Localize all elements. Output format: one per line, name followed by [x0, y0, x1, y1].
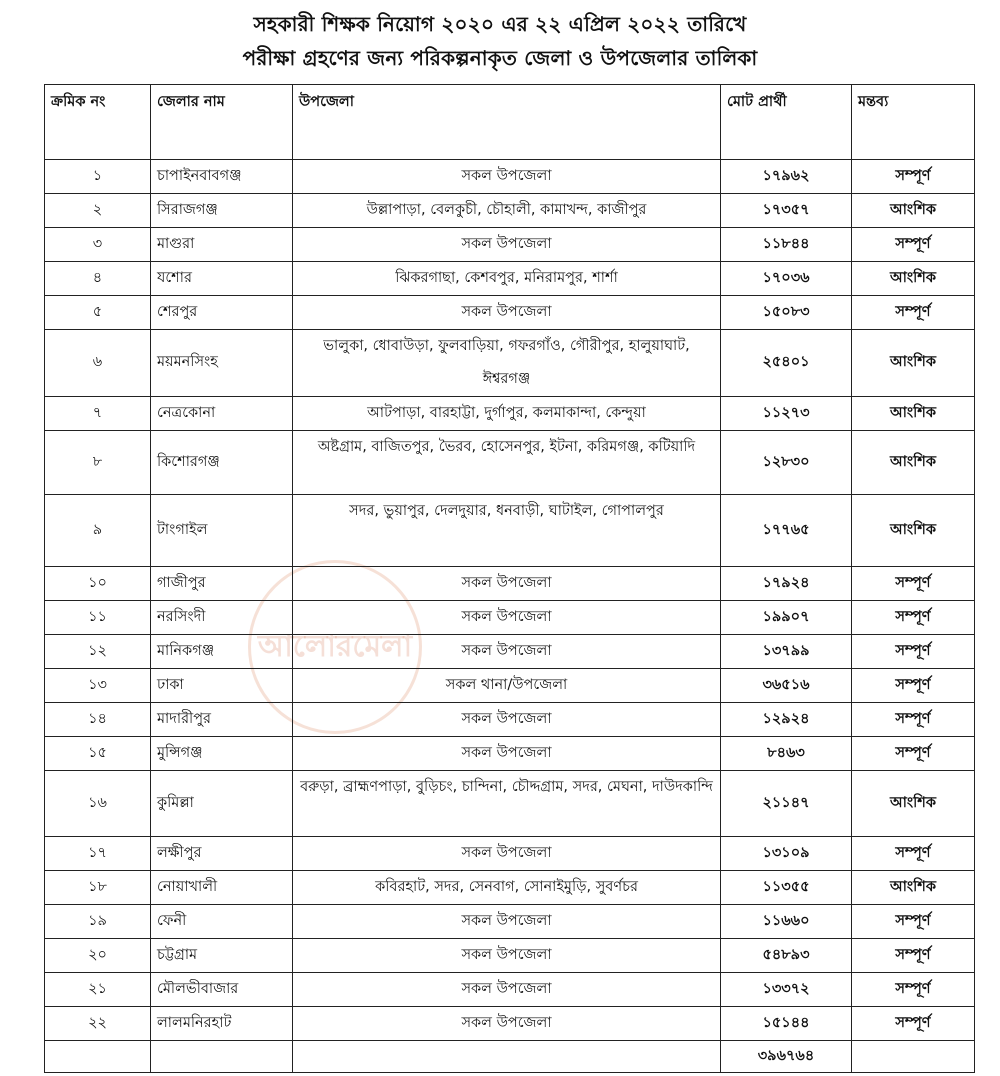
row-district: ফেনী [151, 905, 293, 939]
row-remark: সম্পূর্ণ [852, 703, 975, 737]
table-row [45, 939, 975, 973]
row-upazila: সকল উপজেলা [293, 703, 721, 737]
table-row [45, 973, 975, 1007]
row-serial: ১৯ [45, 905, 151, 939]
row-remark: সম্পূর্ণ [852, 228, 975, 262]
row-district: নোয়াখালী [151, 871, 293, 905]
table-row [45, 635, 975, 669]
row-remark: সম্পূর্ণ [852, 905, 975, 939]
table-row [45, 601, 975, 635]
row-serial: ৩ [45, 228, 151, 262]
header-serial: ক্রমিক নং [45, 85, 151, 160]
row-district: কিশোরগঞ্জ [151, 431, 293, 495]
table-row [45, 228, 975, 262]
row-upazila: সকল উপজেলা [293, 296, 721, 330]
row-district: কুমিল্লা [151, 771, 293, 837]
table-row [45, 194, 975, 228]
row-district: ঢাকা [151, 669, 293, 703]
row-remark: আংশিক [852, 194, 975, 228]
row-district: মাদারীপুর [151, 703, 293, 737]
row-district: মানিকগঞ্জ [151, 635, 293, 669]
row-total: ১৫১৪৪ [721, 1007, 852, 1041]
document-title-line1: সহকারী শিক্ষক নিয়োগ ২০২০ এর ২২ এপ্রিল ২০২২ তারিখে [253, 12, 747, 36]
table-row [45, 703, 975, 737]
total-empty-cell [45, 1041, 151, 1073]
row-total: ১৭০৩৬ [721, 262, 852, 296]
row-remark: আংশিক [852, 771, 975, 837]
row-upazila: সকল উপজেলা [293, 160, 721, 194]
row-upazila: সকল উপজেলা [293, 837, 721, 871]
row-total: ২৫৪০১ [721, 330, 852, 397]
table-row [45, 397, 975, 431]
row-district: নেত্রকোনা [151, 397, 293, 431]
row-serial: ১৪ [45, 703, 151, 737]
table-header-row [45, 85, 975, 160]
row-remark: আংশিক [852, 871, 975, 905]
header-total: মোট প্রার্থী [721, 85, 852, 160]
row-upazila: ঝিকরগাছা, কেশবপুর, মনিরামপুর, শার্শা [293, 262, 721, 296]
row-total: ১১৩৫৫ [721, 871, 852, 905]
row-district: লক্ষীপুর [151, 837, 293, 871]
table-row [45, 495, 975, 567]
row-serial: ৬ [45, 330, 151, 397]
row-district: ময়মনসিংহ [151, 330, 293, 397]
row-upazila: সকল উপজেলা [293, 601, 721, 635]
row-district: সিরাজগঞ্জ [151, 194, 293, 228]
row-district: গাজীপুর [151, 567, 293, 601]
table-row [45, 871, 975, 905]
row-serial: ১১ [45, 601, 151, 635]
row-district: যশোর [151, 262, 293, 296]
row-district: চাপাইনবাবগঞ্জ [151, 160, 293, 194]
row-serial: ৫ [45, 296, 151, 330]
row-upazila: সদর, ভুয়াপুর, দেলদুয়ার, ধনবাড়ী, ঘাটাইল, গোপালপুর [293, 495, 721, 567]
row-total: ১৭৯৬২ [721, 160, 852, 194]
row-total: ১৭৯২৪ [721, 567, 852, 601]
row-total: ১৩৭৯৯ [721, 635, 852, 669]
district-upazila-table [44, 84, 975, 1073]
row-total: ১১৮৪৪ [721, 228, 852, 262]
row-remark: সম্পূর্ণ [852, 296, 975, 330]
row-upazila: অষ্টগ্রাম, বাজিতপুর, ভৈরব, হোসেনপুর, ইটনা, করিমগঞ্জ, কটিয়াদি [293, 431, 721, 495]
table-row [45, 837, 975, 871]
row-remark: সম্পূর্ণ [852, 939, 975, 973]
document-title-line2: পরীক্ষা গ্রহণের জন্য পরিকল্পনাকৃত জেলা ও উপজেলার তালিকা [242, 46, 758, 70]
row-serial: ৭ [45, 397, 151, 431]
row-remark: আংশিক [852, 495, 975, 567]
row-remark: সম্পূর্ণ [852, 160, 975, 194]
row-upazila: উল্লাপাড়া, বেলকুচী, চৌহালী, কামাখন্দ, কাজীপুর [293, 194, 721, 228]
row-total: ১১২৭৩ [721, 397, 852, 431]
row-serial: ২০ [45, 939, 151, 973]
row-serial: ১০ [45, 567, 151, 601]
table-row [45, 771, 975, 837]
row-total: ৮৪৬৩ [721, 737, 852, 771]
row-remark: সম্পূর্ণ [852, 601, 975, 635]
table-row [45, 431, 975, 495]
grand-total: ৩৯৬৭৬৪ [721, 1041, 852, 1073]
table-row [45, 262, 975, 296]
header-upazila: উপজেলা [293, 85, 721, 160]
row-district: চট্টগ্রাম [151, 939, 293, 973]
row-serial: ১২ [45, 635, 151, 669]
table-row [45, 330, 975, 397]
total-row [45, 1041, 975, 1073]
row-serial: ১৮ [45, 871, 151, 905]
row-remark: সম্পূর্ণ [852, 973, 975, 1007]
row-remark: আংশিক [852, 431, 975, 495]
row-total: ১১৬৬০ [721, 905, 852, 939]
row-total: ২১১৪৭ [721, 771, 852, 837]
row-remark: আংশিক [852, 262, 975, 296]
row-district: টাংগাইল [151, 495, 293, 567]
row-remark: সম্পূর্ণ [852, 669, 975, 703]
total-empty-cell [151, 1041, 293, 1073]
row-district: শেরপুর [151, 296, 293, 330]
row-upazila: সকল উপজেলা [293, 1007, 721, 1041]
row-total: ১৭৩৫৭ [721, 194, 852, 228]
row-serial: ২ [45, 194, 151, 228]
row-district: নরসিংদী [151, 601, 293, 635]
row-remark: সম্পূর্ণ [852, 1007, 975, 1041]
row-total: ১২৮৩০ [721, 431, 852, 495]
row-remark: সম্পূর্ণ [852, 567, 975, 601]
row-upazila: কবিরহাট, সদর, সেনবাগ, সোনাইমুড়ি, সুবর্ণচর [293, 871, 721, 905]
row-remark: সম্পূর্ণ [852, 837, 975, 871]
row-total: ৩৬৫১৬ [721, 669, 852, 703]
row-serial: ১৭ [45, 837, 151, 871]
row-total: ১৩৩৭২ [721, 973, 852, 1007]
row-serial: ৪ [45, 262, 151, 296]
row-district: মৌলভীবাজার [151, 973, 293, 1007]
row-serial: ২১ [45, 973, 151, 1007]
row-district: মাগুরা [151, 228, 293, 262]
table-row [45, 567, 975, 601]
row-total: ১৫০৮৩ [721, 296, 852, 330]
row-district: মুন্সিগঞ্জ [151, 737, 293, 771]
row-upazila: আটপাড়া, বারহাট্টা, দুর্গাপুর, কলমাকান্দা, কেন্দুয়া [293, 397, 721, 431]
row-serial: ১৬ [45, 771, 151, 837]
total-empty-cell [852, 1041, 975, 1073]
row-serial: ৮ [45, 431, 151, 495]
row-upazila: সকল উপজেলা [293, 567, 721, 601]
row-serial: ১৩ [45, 669, 151, 703]
row-district: লালমনিরহাট [151, 1007, 293, 1041]
row-upazila: সকল উপজেলা [293, 737, 721, 771]
row-total: ১৯৯০৭ [721, 601, 852, 635]
row-remark: সম্পূর্ণ [852, 635, 975, 669]
watermark-text: আলোরমেলা [257, 628, 413, 664]
table-row [45, 1007, 975, 1041]
row-serial: ১ [45, 160, 151, 194]
header-district: জেলার নাম [151, 85, 293, 160]
header-remarks: মন্তব্য [852, 85, 975, 160]
row-remark: আংশিক [852, 397, 975, 431]
table-row [45, 296, 975, 330]
row-upazila: বরুড়া, ব্রাহ্মণপাড়া, বুড়িচং, চান্দিনা, চৌদ্দগ্রাম, সদর, মেঘনা, দাউদকান্দি [293, 771, 721, 837]
row-remark: সম্পূর্ণ [852, 737, 975, 771]
row-remark: আংশিক [852, 330, 975, 397]
row-upazila: ভালুকা, ধোবাউড়া, ফুলবাড়িয়া, গফরগাঁও, গৌরীপুর, হালুয়াঘাট, ঈশ্বরগঞ্জ [293, 330, 721, 397]
row-total: ৫৪৮৯৩ [721, 939, 852, 973]
table-row [45, 737, 975, 771]
row-total: ১৩১০৯ [721, 837, 852, 871]
table-row [45, 160, 975, 194]
row-upazila: সকল উপজেলা [293, 635, 721, 669]
row-serial: ৯ [45, 495, 151, 567]
row-upazila: সকল উপজেলা [293, 905, 721, 939]
row-upazila: সকল উপজেলা [293, 939, 721, 973]
table-row [45, 905, 975, 939]
row-total: ১৭৭৬৫ [721, 495, 852, 567]
row-serial: ২২ [45, 1007, 151, 1041]
table-row [45, 669, 975, 703]
row-upazila: সকল উপজেলা [293, 228, 721, 262]
row-upazila: সকল উপজেলা [293, 973, 721, 1007]
row-serial: ১৫ [45, 737, 151, 771]
row-upazila: সকল থানা/উপজেলা [293, 669, 721, 703]
total-empty-cell [293, 1041, 721, 1073]
row-total: ১২৯২৪ [721, 703, 852, 737]
